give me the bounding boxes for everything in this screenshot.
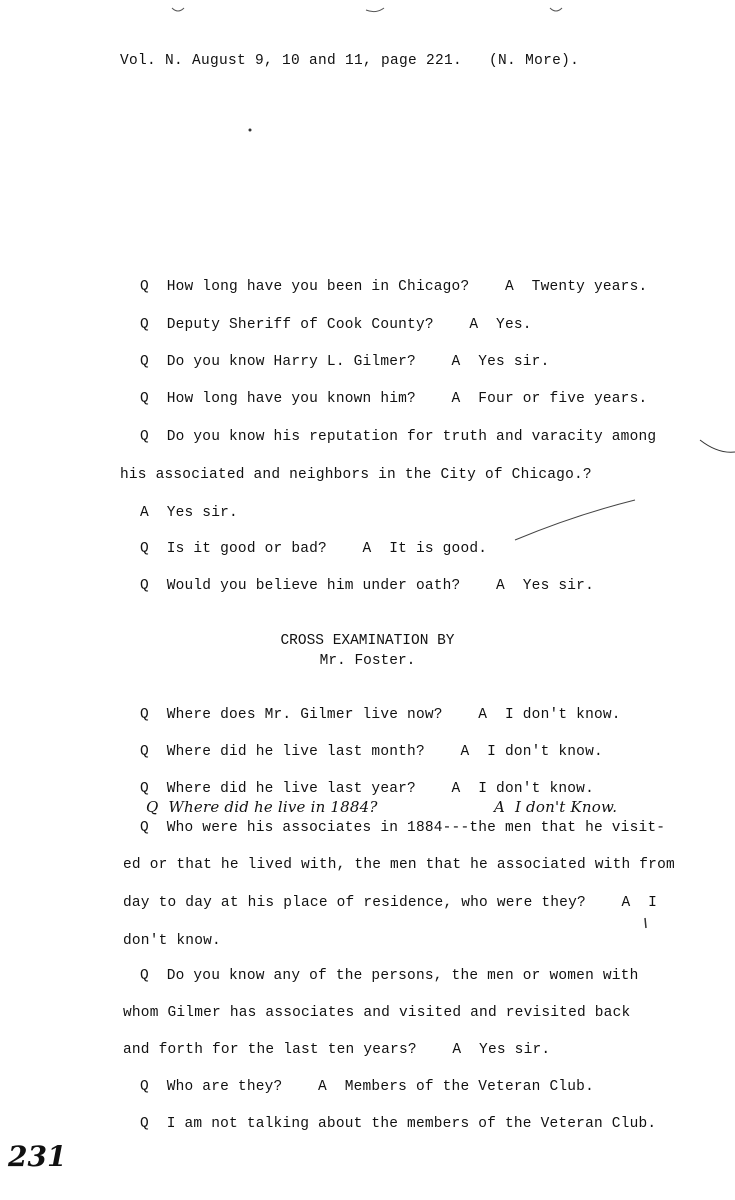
testimony-line: Q Would you believe him under oath? A Yes sir. [140, 578, 594, 594]
testimony-line: Q How long have you been in Chicago? A Twenty years. [140, 279, 648, 295]
testimony-line: Q Where does Mr. Gilmer live now? A I don't know. [140, 707, 621, 723]
testimony-line: A Yes sir. [140, 505, 238, 521]
page-header: Vol. N. August 9, 10 and 11, page 221. (N. More). [120, 53, 580, 69]
testimony-line: day to day at his place of residence, who were they? A I [123, 895, 658, 911]
testimony-line: don't know. [123, 933, 221, 949]
testimony-line: Q Do you know his reputation for truth and varacity among [140, 429, 657, 445]
section-heading: CROSS EXAMINATION BY [280, 633, 455, 649]
testimony-line: Q Is it good or bad? A It is good. [140, 541, 488, 557]
testimony-line: Q How long have you known him? A Four or five years. [140, 391, 648, 407]
testimony-line: Q I am not talking about the members of the Veteran Club. [140, 1116, 657, 1132]
testimony-line: Q Deputy Sheriff of Cook County? A Yes. [140, 317, 532, 333]
testimony-line: his associated and neighbors in the City of Chicago.? [120, 467, 592, 483]
handwritten-question: Q Where did he live in 1884? [146, 798, 378, 816]
testimony-line: Q Do you know Harry L. Gilmer? A Yes sir. [140, 354, 550, 370]
handwritten-page-number: 231 [8, 1140, 67, 1173]
section-subheading: Mr. Foster. [319, 653, 416, 669]
testimony-line: Q Who are they? A Members of the Veteran Club. [140, 1079, 594, 1095]
testimony-line: ed or that he lived with, the men that he associated with from [123, 857, 675, 873]
testimony-line: Q Do you know any of the persons, the men or women with [140, 968, 639, 984]
testimony-line: whom Gilmer has associates and visited and revisited back [123, 1005, 631, 1021]
testimony-line: Q Where did he live last year? A I don't know. [140, 781, 594, 797]
testimony-line: and forth for the last ten years? A Yes sir. [123, 1042, 551, 1058]
testimony-line: Q Who were his associates in 1884---the men that he visit- [140, 820, 666, 836]
handwritten-answer: A I don't Know. [494, 798, 618, 816]
testimony-line: Q Where did he live last month? A I don't know. [140, 744, 603, 760]
